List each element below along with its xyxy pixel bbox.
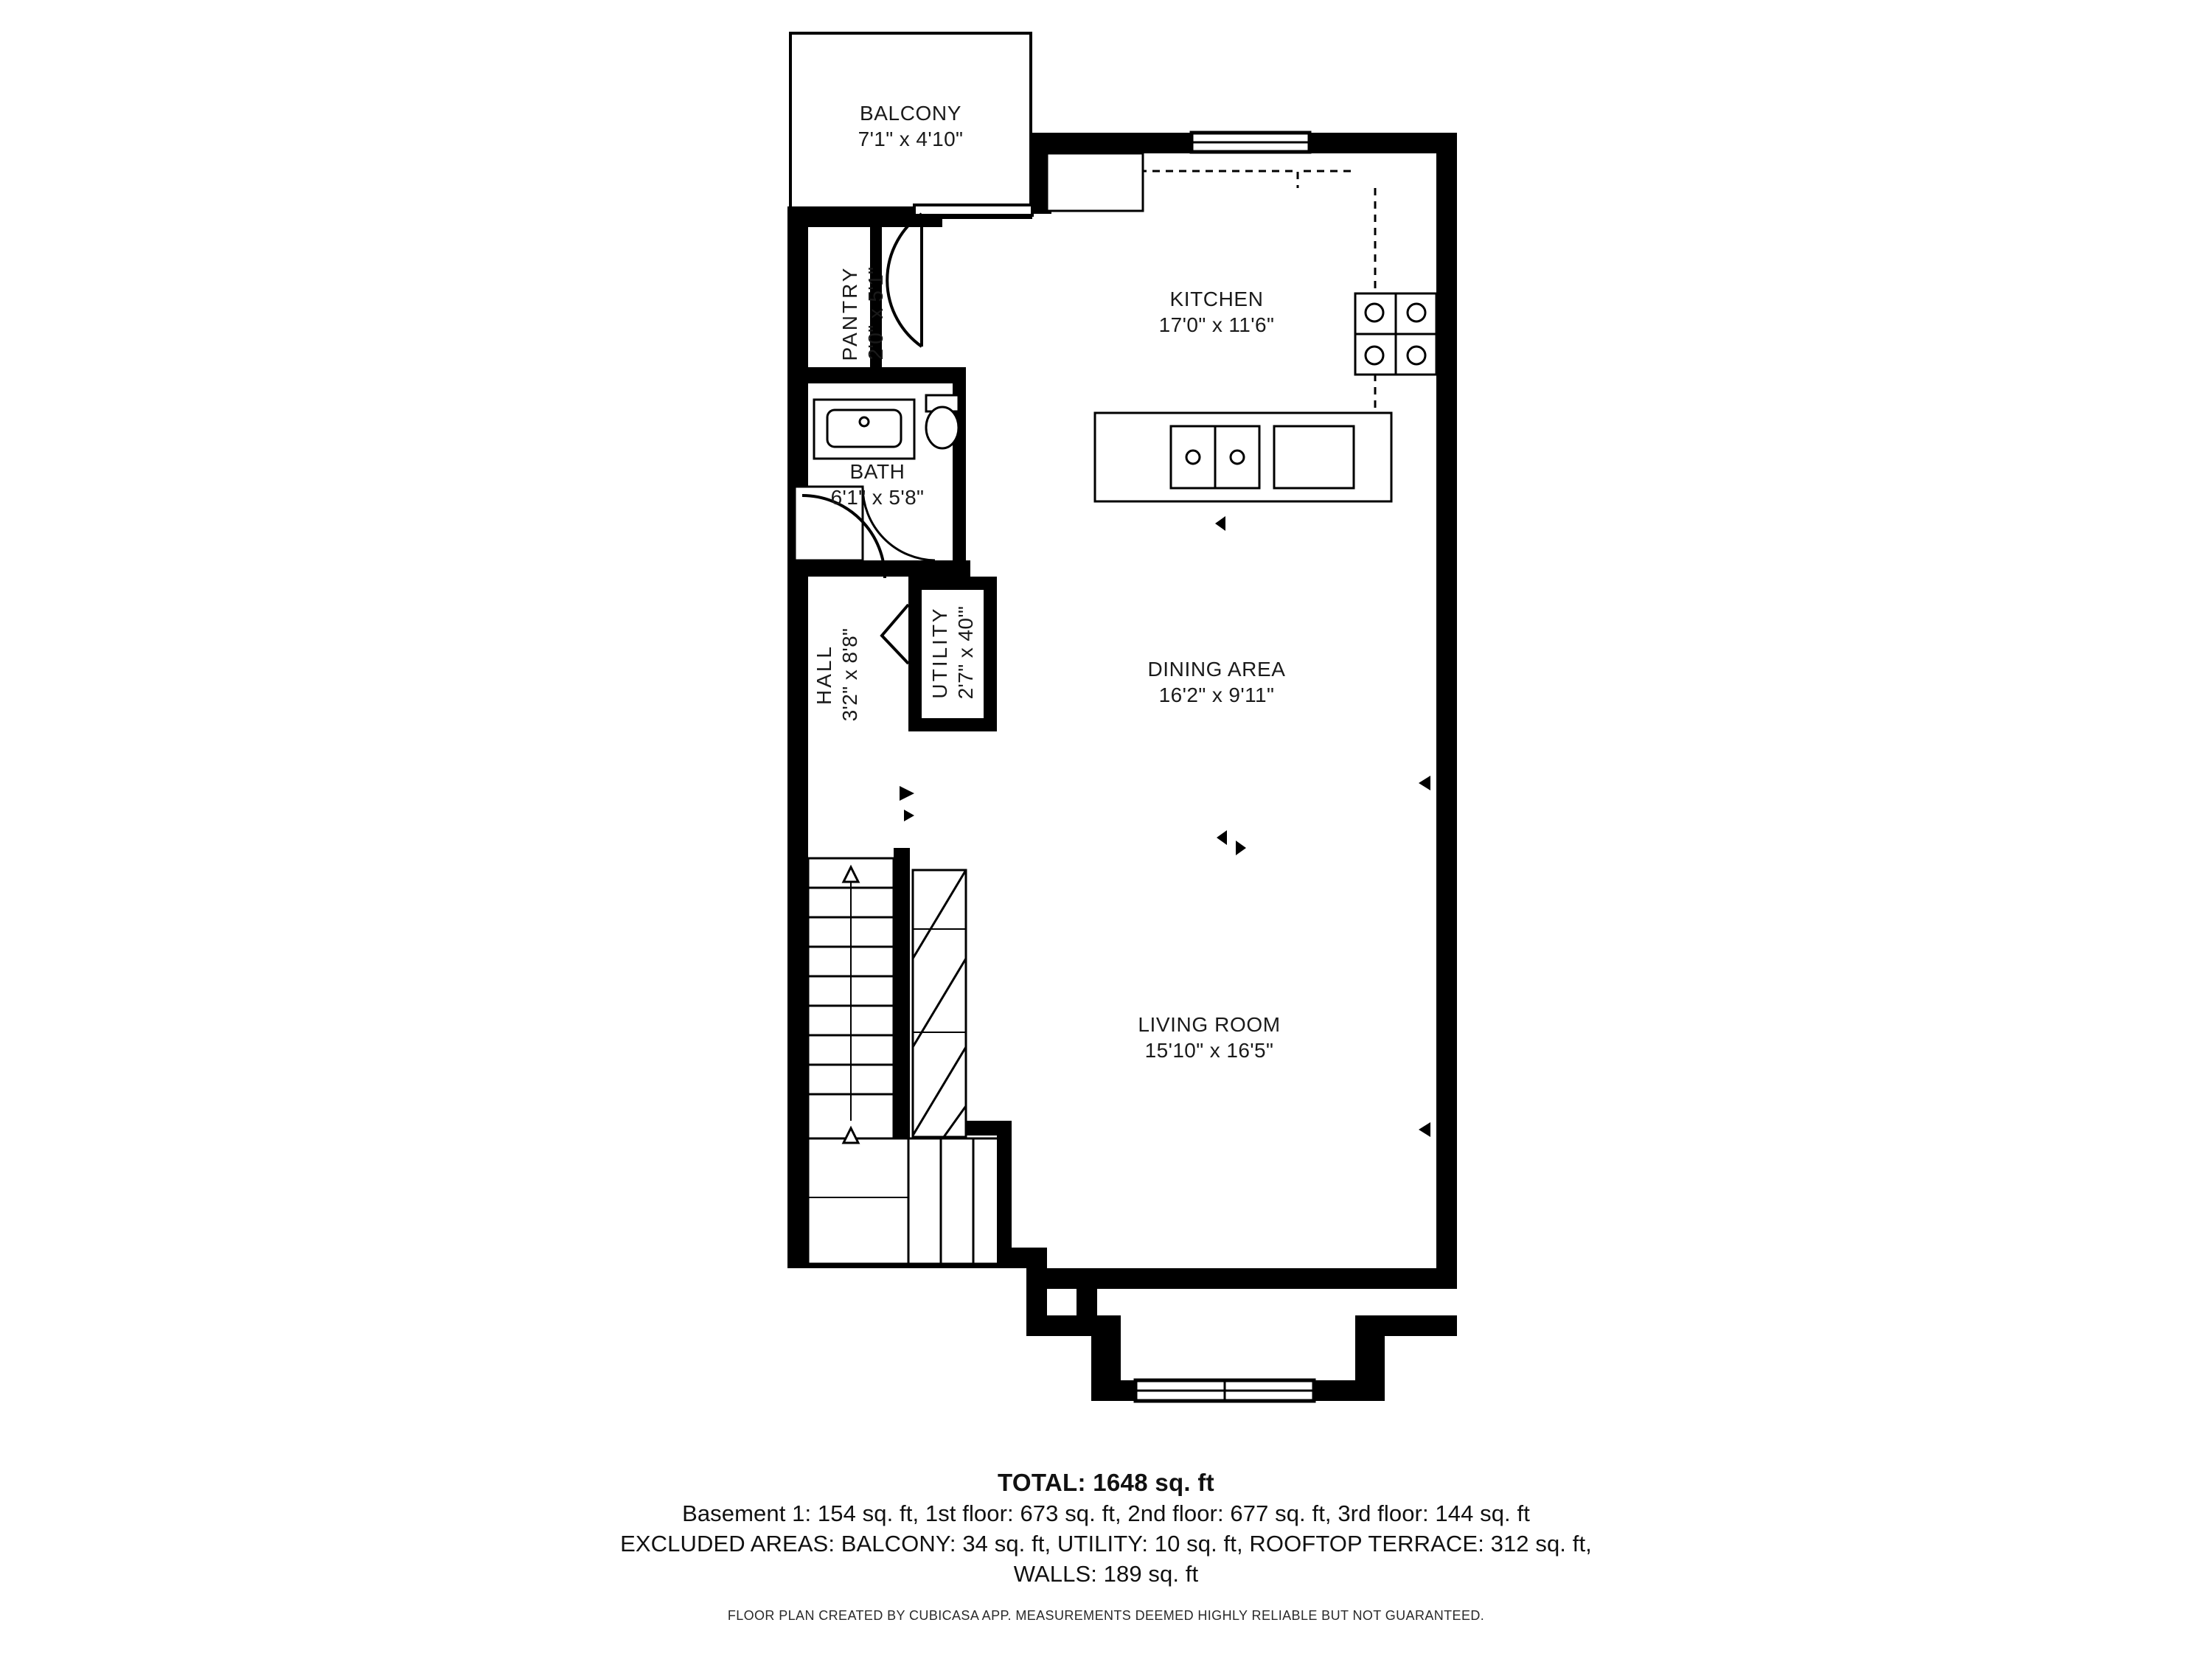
room-dimensions: 17'0" x 11'6" bbox=[1158, 313, 1275, 336]
utility-door bbox=[882, 605, 908, 664]
area-summary bbox=[0, 1469, 2212, 1624]
room-dimensions: 2'0" x 5'1" bbox=[864, 266, 887, 361]
room-label-utility bbox=[927, 549, 978, 756]
room-label-dining bbox=[1069, 656, 1364, 708]
floor-breakdown: Basement 1: 154 sq. ft, 1st floor: 673 sq. ft, 2nd floor: 677 sq. ft, 3rd floor: 144 sq. ft bbox=[682, 1500, 1530, 1526]
room-name: BATH bbox=[849, 460, 905, 483]
total-area: TOTAL: 1648 sq. ft bbox=[998, 1469, 1214, 1496]
excluded-areas-line-1: EXCLUDED AREAS: BALCONY: 34 sq. ft, UTILITY: 10 sq. ft, ROOFTOP TERRACE: 312 sq. ft, bbox=[620, 1531, 1592, 1557]
room-name: DINING AREA bbox=[1147, 658, 1286, 681]
room-label-bath bbox=[789, 459, 966, 510]
creator-credit: FLOOR PLAN CREATED BY CUBICASA APP. MEASUREMENTS DEEMED HIGHLY RELIABLE BUT NOT GUARANTEED. bbox=[727, 1608, 1485, 1623]
room-dimensions: 6'1" x 5'8" bbox=[830, 486, 925, 509]
room-name: KITCHEN bbox=[1169, 288, 1264, 310]
window-top bbox=[1192, 133, 1310, 152]
room-label-balcony bbox=[790, 100, 1031, 152]
stair-hatch bbox=[913, 870, 966, 1137]
room-dimensions: 2'7" x 40'" bbox=[954, 605, 977, 700]
room-dimensions: 7'1" x 4'10" bbox=[858, 128, 964, 150]
excluded-areas-line-2: WALLS: 189 sq. ft bbox=[1013, 1561, 1199, 1587]
room-name: UTILITY bbox=[928, 606, 951, 699]
balcony-door bbox=[914, 205, 1032, 215]
room-label-hall bbox=[811, 571, 863, 778]
room-label-living bbox=[1062, 1012, 1357, 1063]
pantry-door-swing bbox=[887, 214, 922, 347]
room-dimensions: 16'2" x 9'11" bbox=[1158, 684, 1275, 706]
room-name: LIVING ROOM bbox=[1138, 1013, 1281, 1036]
room-dimensions: 15'10" x 16'5" bbox=[1144, 1039, 1274, 1062]
room-label-pantry bbox=[837, 210, 888, 417]
room-name: BALCONY bbox=[859, 102, 962, 125]
room-dimensions: 3'2" x 8'8" bbox=[838, 627, 861, 722]
hall-walls bbox=[894, 848, 910, 1143]
room-name: HALL bbox=[813, 644, 835, 706]
room-label-kitchen bbox=[1069, 286, 1364, 338]
window-bottom bbox=[1135, 1380, 1314, 1401]
room-name: PANTRY bbox=[838, 265, 861, 361]
